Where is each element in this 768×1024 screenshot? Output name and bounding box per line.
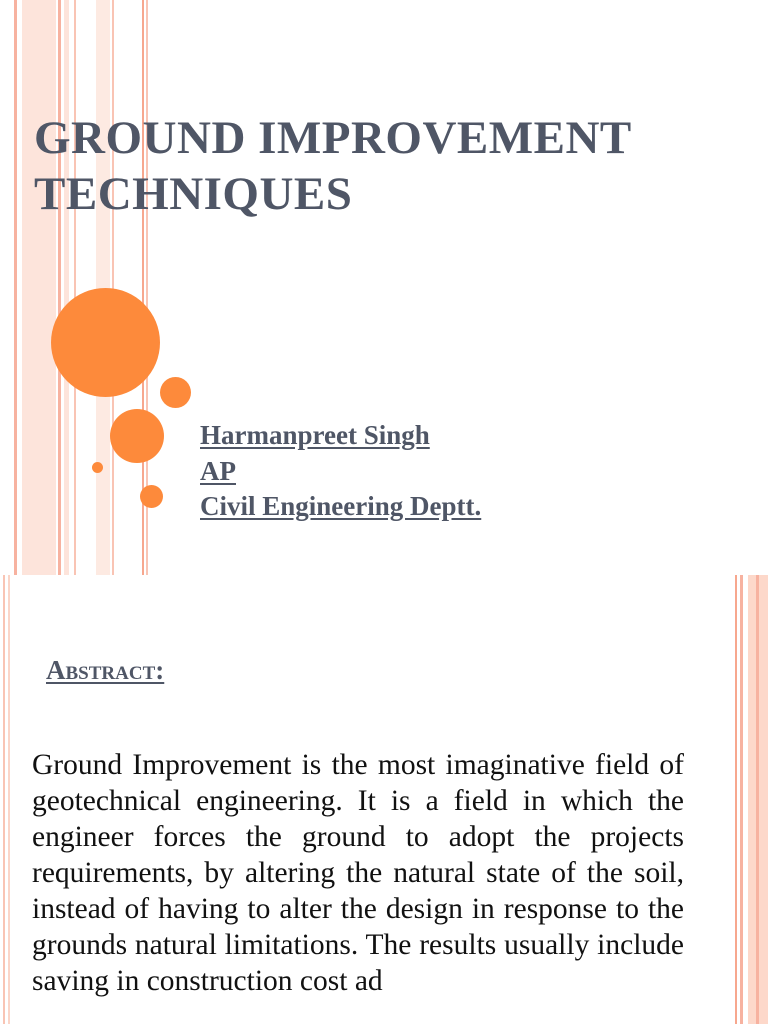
author-block xyxy=(200,418,481,525)
decorative-circle xyxy=(140,485,163,508)
decorative-stripe xyxy=(756,575,759,1024)
decorative-circle-large xyxy=(51,288,160,397)
decorative-circle xyxy=(110,409,164,463)
decorative-stripe xyxy=(740,575,743,1024)
decorative-circle-small xyxy=(92,462,103,473)
decorative-stripe xyxy=(3,575,5,1024)
slide-title: GROUND IMPROVEMENT TECHNIQUES xyxy=(34,112,631,220)
author-department: Civil Engineering Deptt. xyxy=(200,491,482,521)
decorative-circle xyxy=(160,377,191,408)
decorative-stripe xyxy=(74,0,76,575)
decorative-stripe xyxy=(14,0,17,575)
abstract-body: Ground Improvement is the most imaginative field of geotechnical engineering. It is a field in which the engineer forces the ground to adopt the projects requirements, by altering the natural state of the soil, instead of having to alter the design in response to the grounds natural limitations. The results usually include saving in construction cost ad xyxy=(32,749,684,997)
decorative-stripe xyxy=(8,575,10,1024)
author-position: AP xyxy=(200,455,236,486)
decorative-stripe xyxy=(735,575,737,1024)
author-name: Harmanpreet Singh xyxy=(200,420,430,450)
decorative-stripe xyxy=(64,0,69,575)
decorative-stripe xyxy=(22,0,56,575)
decorative-stripe xyxy=(58,0,61,575)
abstract-heading: Abstract: xyxy=(46,655,165,685)
